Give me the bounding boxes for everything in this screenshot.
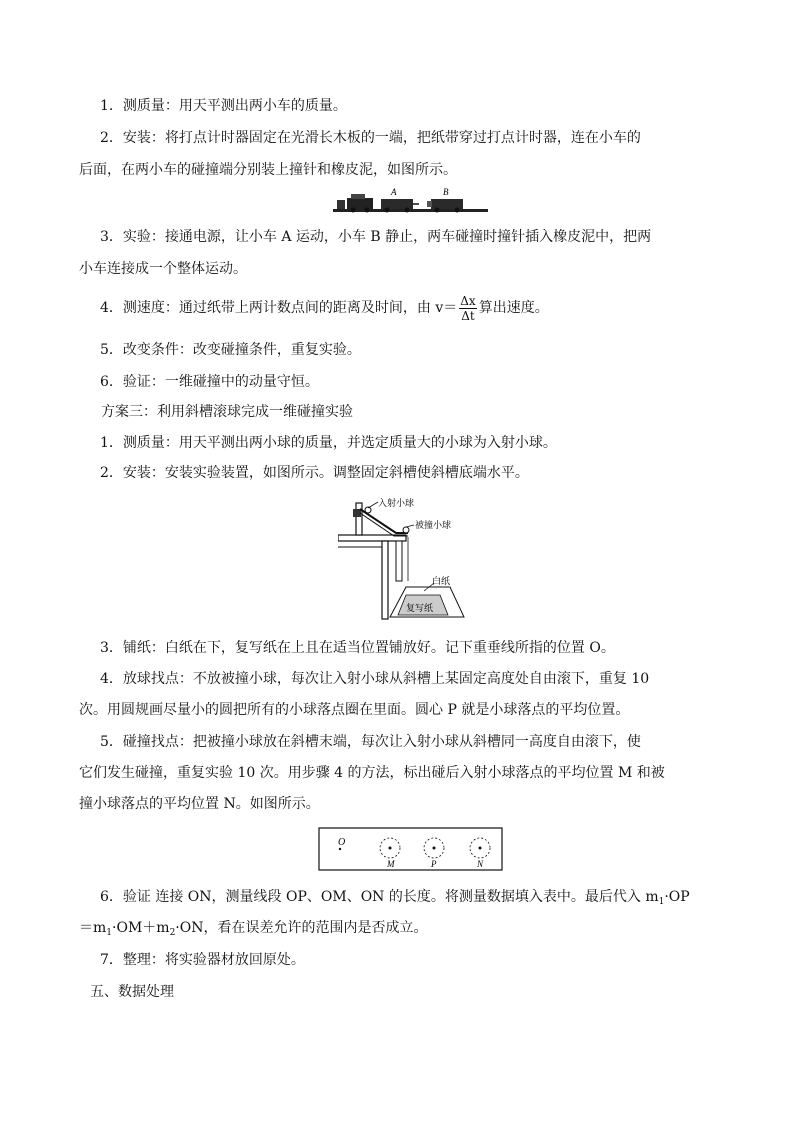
cart-b-label: B: [443, 187, 449, 197]
cart-a-label: A: [391, 187, 397, 197]
step-find-point-line1: 4．放球找点：不放被撞小球，每次让入射小球从斜槽上某固定高度处自由滚下，重复 10: [100, 671, 650, 687]
velocity-text: 4．测速度：通过纸带上两计数点间的距离及时间，由 v＝: [100, 300, 458, 316]
step-collision-line2: 它们发生碰撞，重复实验 10 次。用步骤 4 的方法，标出碰后入射小球落点的平均位置 M 和被: [79, 765, 665, 781]
subscript-2: 2: [169, 928, 176, 938]
step-experiment-line2: 小车连接成一个整体运动。: [79, 261, 247, 277]
point-m-label: M: [387, 859, 395, 869]
equation-mid: ·OM＋m: [112, 920, 170, 936]
step-velocity: [100, 292, 722, 324]
step-weigh-balls: 1．测质量：用天平测出两小球的质量，并选定质量大的小球为入射小球。: [100, 435, 557, 451]
step-install-line1: 2．安装：将打点计时器固定在光滑长木板的一端，把纸带穿过打点计时器，连在小车的: [100, 130, 641, 146]
point-p-label: P: [431, 859, 437, 869]
point-o-label: O: [338, 837, 346, 848]
equation-lhs: ＝m: [79, 920, 107, 936]
plan-three-heading: 方案三：利用斜槽滚球完成一维碰撞实验: [101, 404, 353, 420]
step-weigh-carts: 1．测质量：用天平测出两小车的质量。: [100, 98, 347, 114]
step-install-line2: 后面，在两小车的碰撞端分别装上撞针和橡皮泥，如图所示。: [79, 162, 457, 178]
white-paper-label: 白纸: [432, 577, 451, 587]
step-lay-paper: 3．铺纸：白纸在下，复写纸在上且在适当位置铺放好。记下重垂线所指的位置 O。: [100, 640, 615, 656]
incident-ball-label: 入射小球: [378, 499, 415, 509]
step-experiment-line1: 3．实验：接通电源，让小车 A 运动，小车 B 静止，两车碰撞时撞针插入橡皮泥中，把两: [100, 229, 652, 245]
section-data-processing: 五、数据处理: [90, 984, 174, 1000]
velocity-text-end: 算出速度。: [478, 300, 549, 316]
equation-end: ·ON，看在误差允许的范围内是否成立。: [175, 920, 428, 936]
step-collision-line1: 5．碰撞找点：把被撞小球放在斜槽末端，每次让入射小球从斜槽同一高度自由滚下，使: [100, 734, 641, 750]
chute-apparatus-figure: [338, 497, 468, 622]
step-find-point-line2: 次。用圆规画尽量小的圆把所有的小球落点圈在里面。圆心 P 就是小球落点的平均位置。: [79, 702, 630, 718]
target-ball-label: 被撞小球: [415, 521, 452, 531]
landing-points-figure: [318, 827, 504, 872]
verify-op: ·OP: [664, 889, 690, 905]
subscript-1: 1: [658, 897, 665, 907]
step-collision-line3: 撞小球落点的平均位置 N。如图所示。: [79, 796, 320, 812]
point-n-label: N: [477, 859, 484, 869]
carts-figure: [333, 186, 488, 216]
step-install-chute: 2．安装：安装实验装置，如图所示。调整固定斜槽使斜槽底端水平。: [100, 465, 529, 481]
step-verify: 6．验证：一维碰撞中的动量守恒。: [100, 374, 319, 390]
fraction-denominator: Δt: [461, 308, 475, 323]
velocity-fraction: [459, 294, 476, 323]
step-change-condition: 5．改变条件：改变碰撞条件，重复实验。: [100, 342, 361, 358]
subscript-1b: 1: [106, 928, 113, 938]
carbon-paper-label: 复写纸: [406, 604, 434, 614]
verify-text: 6．验证 连接 ON，测量线段 OP、OM、ON 的长度。将测量数据填入表中。最后代入 m: [100, 889, 659, 905]
fraction-numerator: Δx: [460, 293, 476, 308]
step-cleanup: 7．整理：将实验器材放回原处。: [100, 952, 305, 968]
